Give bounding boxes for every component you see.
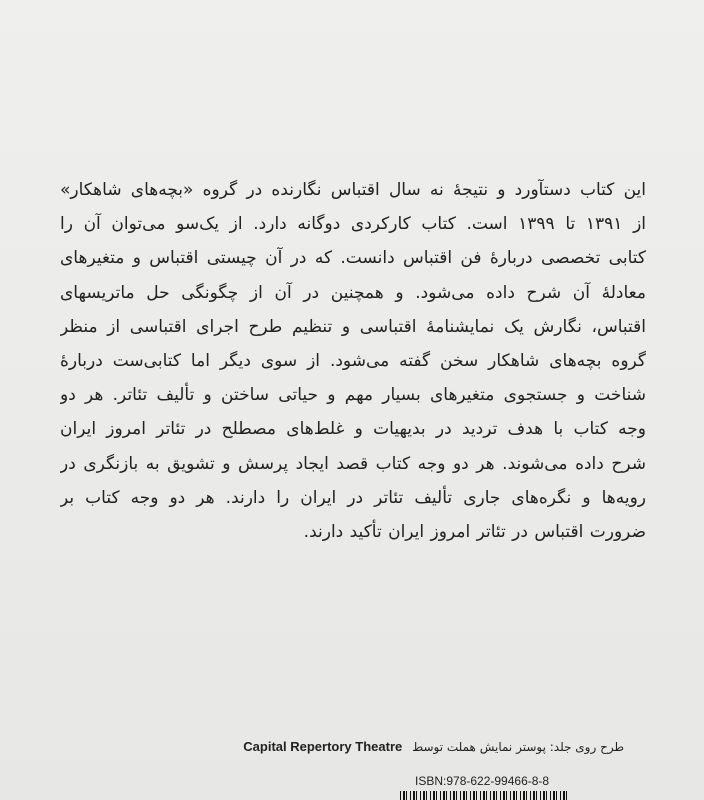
blurb-line: معادلهٔ آن شرح داده می‌شود. و همچنین در آن از چگونگی حل ماتریسهای <box>60 282 646 303</box>
blurb-line: اقتباس، نگارش یک نمایشنامهٔ اقتباسی و تنظیم طرح اجرای اقتباسی از منظر <box>60 316 646 337</box>
isbn-text: ISBN:978-622-99466-8-8 <box>415 774 550 788</box>
barcode <box>400 791 570 800</box>
blurb-line: این کتاب دستآورد و نتیجهٔ نه سال اقتباس نگارنده در گروه «بچه‌های شاهکار» <box>60 180 646 200</box>
cover-credit-label: طرح روی جلد: پوستر نمایش هملت توسط <box>412 740 624 754</box>
blurb-line: شناخت و جستجوی متغیرهای بسیار مهم و حیاتی ساختن و تألیف تئاتر. هر دو <box>60 385 646 406</box>
blurb-line: وجه کتاب با هدف تردید در بدیهیات و غلط‌های مصطلح در تئاتر امروز ایران <box>60 419 646 440</box>
blurb-line: ضرورت اقتباس در تئاتر امروز ایران تأکید دارند. <box>303 521 646 542</box>
cover-credit-company: Capital Repertory Theatre <box>243 739 403 754</box>
blurb-line: رویه‌ها و نگره‌های جاری تألیف تئاتر در ایران را دارند. هر دو وجه کتاب بر <box>60 487 646 508</box>
blurb-line: از ۱۳۹۱ تا ۱۳۹۹ است. کتاب کارکردی دوگانه دارد. از یک‌سو می‌توان آن را <box>60 214 646 235</box>
blurb-line: شرح داده می‌شوند. هر دو وجه کتاب قصد ایجاد پرسش و تشویق به بازنگری در <box>60 453 646 474</box>
cover-credit <box>243 737 624 757</box>
blurb-line: گروه بچه‌های شاهکار سخن گفته می‌شود. از سوی دیگر اما کتابی‌ست دربارهٔ <box>60 350 646 371</box>
blurb-line: کتابی تخصصی دربارهٔ فن اقتباس دانست. که در آن چیستی اقتباس و متغیرهای <box>60 248 646 269</box>
blurb-text <box>60 173 646 549</box>
